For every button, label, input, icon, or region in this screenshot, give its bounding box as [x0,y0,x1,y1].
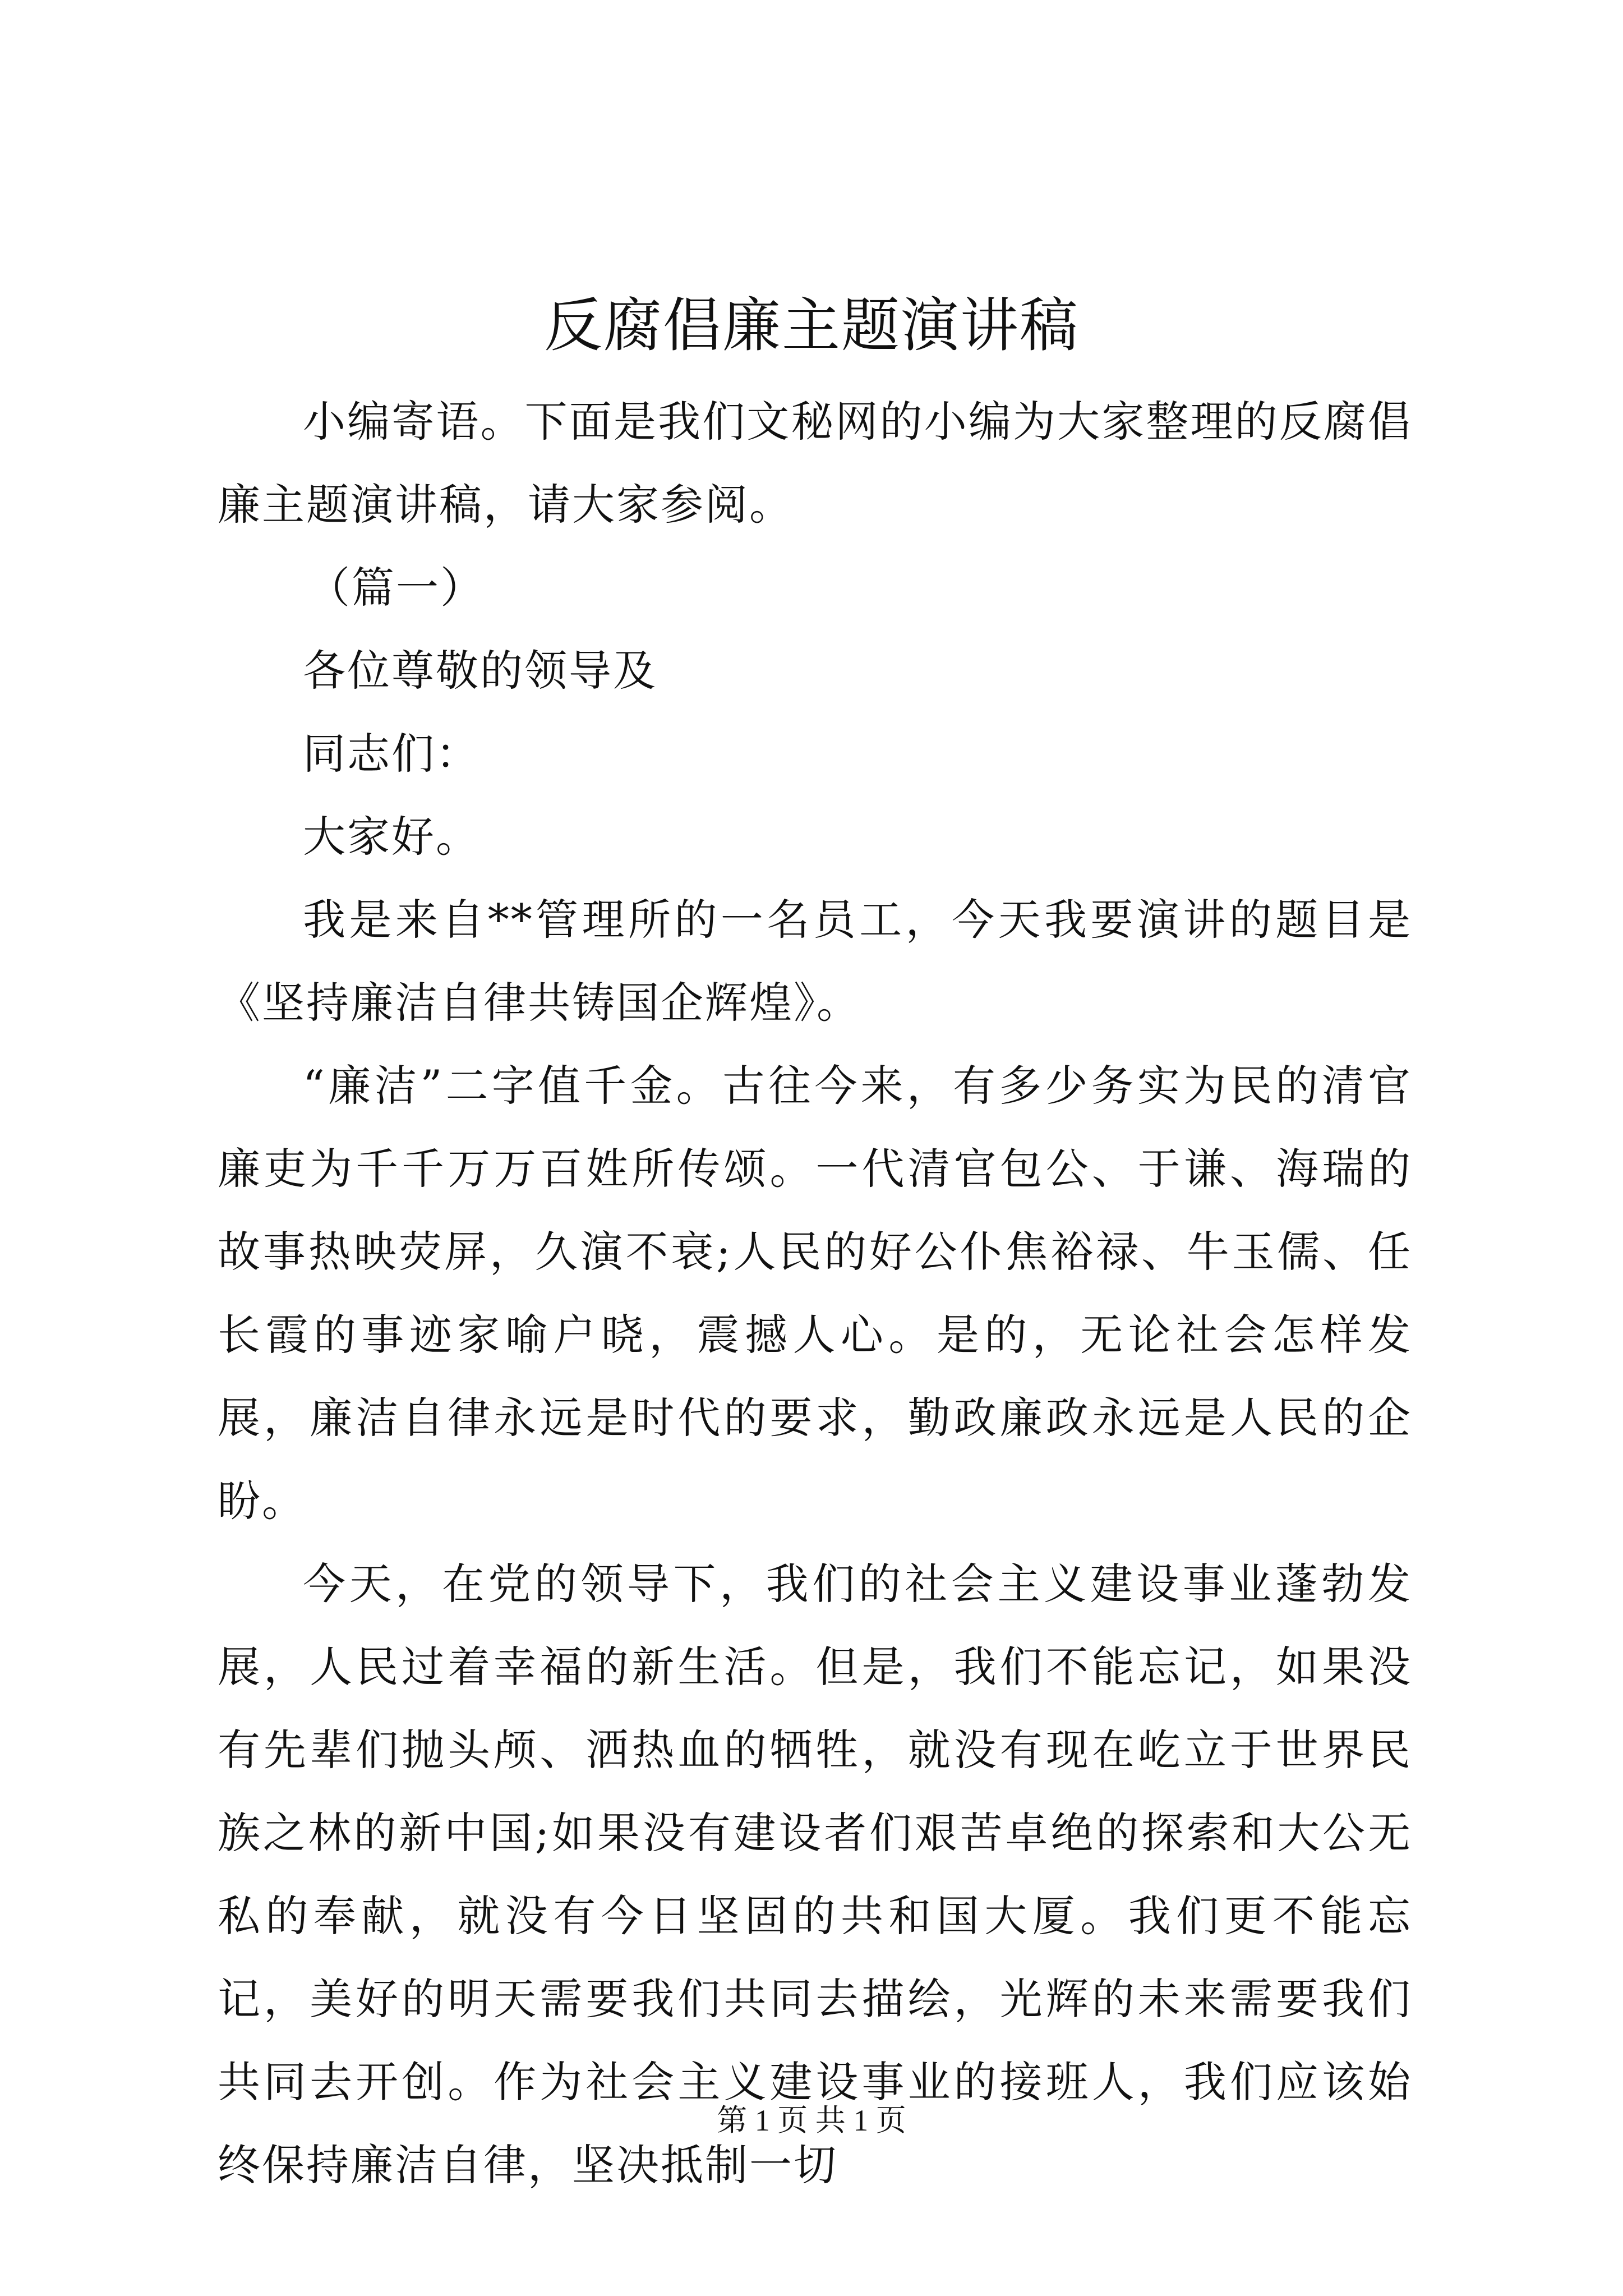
document-title: 反腐倡廉主题演讲稿 [543,291,1079,360]
paragraph-today: 今天，在党的领导下，我们的社会主义建设事业蓬勃发展，人民过着幸福的新生活。但是，我们不能忘记，如果没有先辈们抛头颅、洒热血的牺牲，就没有现在屹立于世界民族之林的新中国;如果没有建设者们艰苦卓绝的探索和大公无私的奉献，就没有今日坚固的共和国大厦。我们更不能忘记，美好的明天需要我们共同去描绘，光辉的未来需要我们共同去开创。作为社会主义建设事业的接班人，我们应该始终保持廉洁自律，坚决抵制一切 [218,1559,1412,2190]
paragraph-intro: 小编寄语。下面是我们文秘网的小编为大家整理的反腐倡廉主题演讲稿，请大家参阅。 [218,397,1412,530]
paragraph-integrity: “廉洁”二字值千金。古往今来，有多少务实为民的清官廉吏为千千万万百姓所传颂。一代清官包公、于谦、海瑞的故事热映荧屏，久演不衰;人民的好公仆焦裕禄、牛玉儒、任长霞的事迹家喻户晓，震撼人心。是的，无论社会怎样发展，廉洁自律永远是时代的要求，勤政廉政永远是人民的企盼。 [218,1061,1412,1526]
paragraph-salutation-comrades: 同志们： [303,729,480,779]
paragraph-salutation: 各位尊敬的领导及 [303,646,657,696]
page-footer: 第 1 页 共 1 页 [717,2104,906,2137]
document-body [218,380,1412,2207]
paragraph-greeting: 大家好。 [303,812,480,862]
paragraph-self-intro: 我是来自**管理所的一名员工，今天我要演讲的题目是《坚持廉洁自律共铸国企辉煌》。 [218,895,1412,1028]
paragraph-section-label: （篇一） [307,563,485,613]
